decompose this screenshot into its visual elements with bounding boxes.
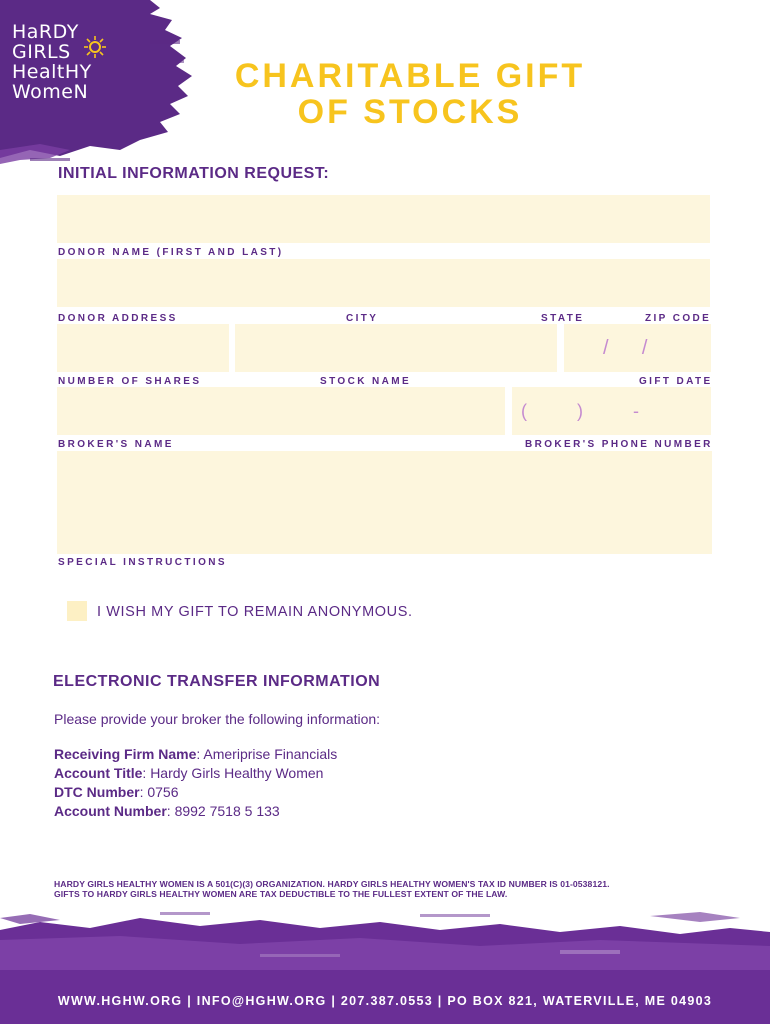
footer-contact-line: WWW.HGHW.ORG | INFO@HGHW.ORG | 207.387.0553 | PO BOX 821, WATERVILLE, ME 04903 bbox=[57, 994, 713, 1008]
transfer-info-list bbox=[54, 745, 337, 821]
donor-address-label: DONOR ADDRESS bbox=[58, 313, 178, 324]
gift-date-mask: / / bbox=[603, 337, 648, 359]
donor-name-field[interactable] bbox=[57, 195, 710, 243]
transfer-info-item bbox=[54, 802, 337, 821]
transfer-info-item bbox=[54, 764, 337, 783]
tax-disclaimer-line-1: HARDY GIRLS HEALTHY WOMEN IS A 501(C)(3) ORGANIZATION. HARDY GIRLS HEALTHY WOMEN'S TAX ID NUMBER IS 01-0538121. bbox=[54, 879, 610, 889]
number-of-shares-field[interactable] bbox=[57, 324, 229, 372]
tax-disclaimer bbox=[54, 879, 734, 899]
anonymous-label: I WISH MY GIFT TO REMAIN ANONYMOUS. bbox=[97, 604, 413, 620]
brokers-phone-mask: ( ) - bbox=[521, 401, 640, 421]
transfer-info-key: Account Title bbox=[54, 765, 143, 781]
electronic-intro: Please provide your broker the following information: bbox=[54, 711, 381, 727]
transfer-info-key: DTC Number bbox=[54, 784, 140, 800]
number-of-shares-label: NUMBER OF SHARES bbox=[58, 376, 202, 387]
logo-line-3: HealtHY bbox=[12, 61, 92, 83]
gift-date-label: GIFT DATE bbox=[639, 376, 713, 387]
special-instructions-field[interactable] bbox=[57, 451, 712, 554]
logo-line-4: WomeN bbox=[12, 81, 89, 103]
donor-address-field[interactable] bbox=[57, 259, 710, 307]
brokers-phone-label: BROKER'S PHONE NUMBER bbox=[525, 439, 713, 450]
stock-name-field[interactable] bbox=[235, 324, 557, 372]
transfer-info-item bbox=[54, 783, 337, 802]
special-instructions-label: SPECIAL INSTRUCTIONS bbox=[58, 557, 227, 568]
anonymous-checkbox[interactable] bbox=[67, 601, 87, 621]
electronic-transfer-heading: ELECTRONIC TRANSFER INFORMATION bbox=[53, 673, 381, 690]
logo-line-1: HaRDY bbox=[12, 21, 79, 43]
initial-info-heading: INITIAL INFORMATION REQUEST: bbox=[58, 165, 330, 182]
brokers-name-label: BROKER'S NAME bbox=[58, 439, 174, 450]
title-line-1: CHARITABLE GIFT bbox=[234, 57, 586, 95]
title-line-2: OF STOCKS bbox=[297, 93, 523, 131]
stock-name-label: STOCK NAME bbox=[320, 376, 412, 387]
state-label: STATE bbox=[541, 313, 585, 324]
brokers-name-field[interactable] bbox=[57, 387, 505, 435]
logo-line-2: GIRLS bbox=[12, 41, 71, 63]
donor-name-label: DONOR NAME (FIRST AND LAST) bbox=[58, 247, 284, 258]
sun-icon bbox=[84, 36, 106, 58]
zip-code-label: ZIP CODE bbox=[645, 313, 712, 324]
transfer-info-key: Account Number bbox=[54, 803, 167, 819]
transfer-info-key: Receiving Firm Name bbox=[54, 746, 197, 762]
transfer-info-value: : Ameriprise Financials bbox=[196, 746, 338, 762]
city-label: CITY bbox=[346, 313, 379, 324]
transfer-info-value: : 8992 7518 5 133 bbox=[166, 803, 280, 819]
page-title bbox=[200, 58, 620, 130]
transfer-info-item bbox=[54, 745, 337, 764]
transfer-info-value: : Hardy Girls Healthy Women bbox=[142, 765, 324, 781]
transfer-info-value: : 0756 bbox=[139, 784, 179, 800]
logo-wordmark bbox=[12, 22, 122, 102]
tax-disclaimer-line-2: GIFTS TO HARDY GIRLS HEALTHY WOMEN ARE TAX DEDUCTIBLE TO THE FULLEST EXTENT OF THE LAW. bbox=[54, 889, 508, 899]
